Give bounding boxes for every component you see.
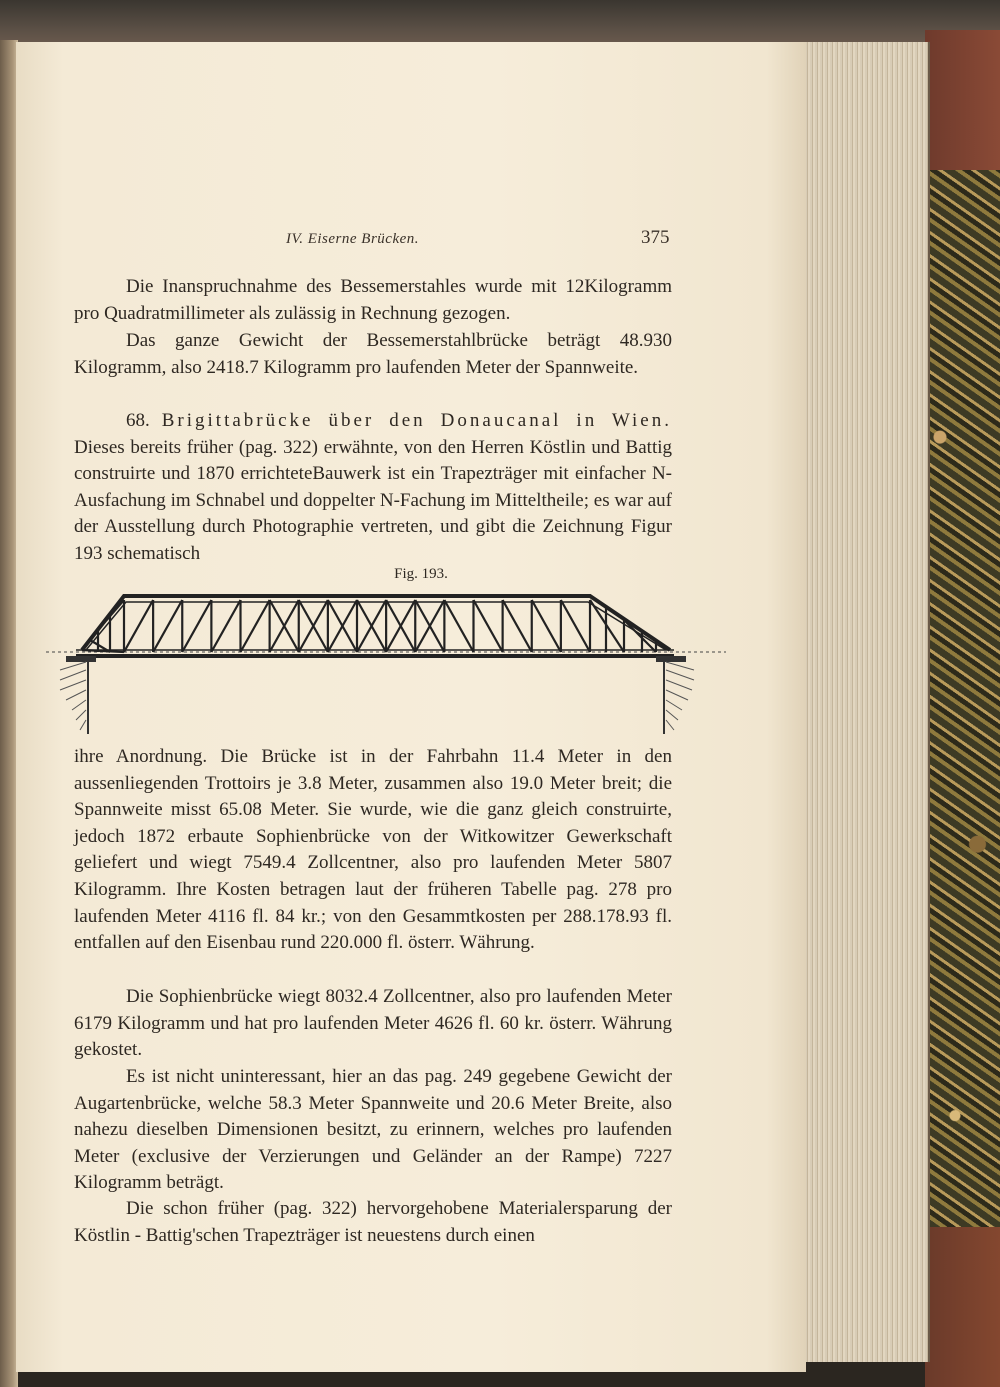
book-cover-top: [0, 0, 1000, 48]
page-stack-edge: [800, 42, 930, 1362]
paragraph-2: [74, 328, 672, 381]
leather-corner-bottom: [925, 1227, 1000, 1387]
paragraph-1-text: Die Inanspruchnahme des Bessemerstahles wurde mit 12Kilogramm pro Quadratmillimeter als zulässig in Rechnung gezogen.: [74, 276, 672, 324]
running-header: [16, 227, 806, 257]
figure-caption: [16, 566, 806, 583]
paragraph-6-text: Es ist nicht uninteressant, hier an das pag. 249 gegebene Gewicht der Augartenbrücke, welche 58.3 Meter Spannweite und 20.6 Meter Breite, also nahezu dieselben Dimensionen besitzt, zu erinnern, welches pro laufenden Meter (exclusive der Verzierungen und Geländer an der Rampe) 7227 Kilogramm beträgt.: [74, 1066, 672, 1194]
abutment-left: [60, 656, 96, 734]
book-page: [16, 42, 806, 1372]
paragraph-4: [74, 744, 672, 957]
paragraph-7-text: Die schon früher (pag. 322) hervorgehobene Materialersparung der Köstlin - Battig'schen Trapezträger ist neuestens durch einen: [74, 1198, 672, 1246]
paragraph-2-text: Das ganze Gewicht der Bessemerstahlbrücke beträgt 48.930 Kilogramm, also 2418.7 Kilogramm pro laufenden Meter der Spannweite.: [74, 330, 672, 378]
paragraph-7: [74, 1196, 672, 1249]
paragraph-4-text: ihre Anordnung. Die Brücke ist in der Fahrbahn 11.4 Meter in den aussenliegenden Trottoirs je 3.8 Meter, zusammen also 19.0 Meter breit; die Spannweite misst 65.08 Meter. Sie wurde, wie die ganz gleich construirte, jedoch 1872 erbaute Sophienbrücke von der Witkowitzer Gewerkschaft geliefert und wiegt 7549.4 Zollcentner, also pro laufenden Meter 5807 Kilogramm. Ihre Kosten betragen laut der früheren Tabelle pag. 278 pro laufenden Meter 4116 fl. 84 kr.; von den Gesammtkosten per 288.178.93 fl. entfallen auf den Eisenbau rund 220.000 fl. österr. Währung.: [74, 746, 672, 954]
top-chord-inner: [86, 602, 666, 650]
paragraph-5: [74, 984, 672, 1064]
paragraph-1: [74, 274, 672, 327]
abutment-right: [656, 656, 694, 734]
paragraph-3-text: Dieses bereits früher (pag. 322) erwähnte, von den Herren Köstlin und Battig construirte und 1870 errichteteBauwerk ist ein Trapezträger mit einfacher N-Ausfachung im Schnabel und doppelter N-Fachung im Mitteltheile; es war auf der Ausstellung durch Photographie vertreten, und gibt die Zeichnung Figur 193 schematisch: [74, 436, 672, 564]
paragraph-6: [74, 1064, 672, 1197]
book-cover-marbled-edge: [925, 30, 1000, 1387]
figure-caption-text: Fig. 193.: [394, 566, 448, 582]
paragraph-5-text: Die Sophienbrücke wiegt 8032.4 Zollcentner, also pro laufenden Meter 6179 Kilogramm und hat pro laufenden Meter 4626 fl. 60 kr. österr. Währung gekostet.: [74, 986, 672, 1061]
section-heading: Brigittabrücke über den Donaucanal in Wien.: [161, 410, 672, 431]
paragraph-3: [74, 408, 672, 568]
leather-corner-top: [925, 30, 1000, 170]
truss-web: [82, 600, 670, 652]
section-number: 68.: [126, 410, 150, 431]
bridge-truss-figure: [46, 584, 726, 744]
running-title: IV. Eiserne Brücken.: [286, 231, 420, 247]
page-number: 375: [641, 227, 670, 248]
